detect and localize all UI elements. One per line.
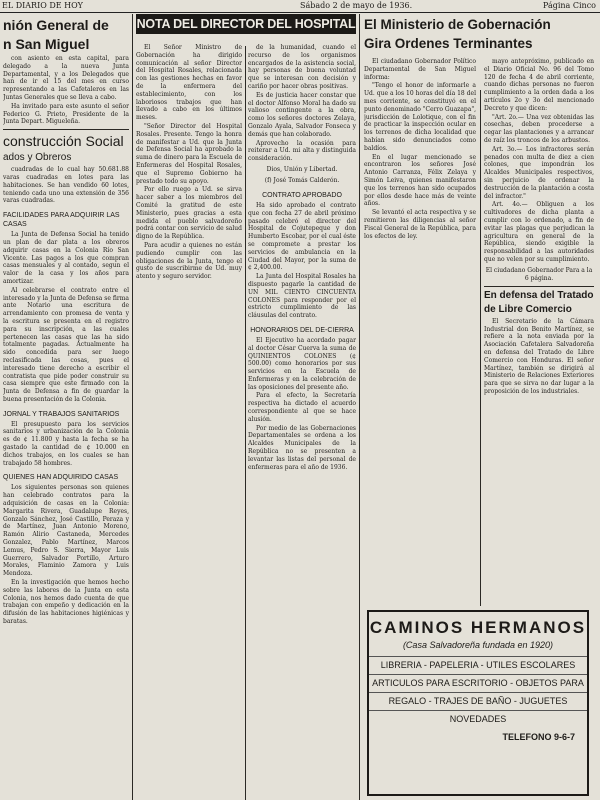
article-paragraph: El Ejecutivo ha acordado pagar al doctor César Cuerva la suma de QUINIENTOS COLONES (¢ 500.00) como honorarios por sus servicios en la Escuela de Enfermeras y en la celebración de las oposiciones del presente año.	[248, 336, 356, 391]
article-paragraph: El presupuesto para los servicios sanitarios y urbanización de la Colonia es de ¢ 11.800 y hasta la fecha se ha gastado la cantidad de ¢ 10.000 en dichos trabajos, en los cuales se han trabajado 58 hombres.	[3, 420, 129, 467]
column-center	[136, 14, 356, 800]
ad-subtitle: (Casa Salvadoreña fundada en 1920)	[402, 640, 554, 650]
center-subcolumn-right	[248, 44, 356, 472]
section-subhead: FACILIDADES PARA ADQUIRIR LAS CASAS	[3, 212, 120, 229]
article-paragraph: Art. 3o.— Los infractores serán penados con multa de diez a cien colones, que impondrán los Alcaldes Municipales respectivos, sin perjuicio de ordenar la destrucción de la plantación a costa del infractor."	[484, 145, 594, 200]
article-paragraph: Por medio de las Gobernaciones Departamentales se ordena a los Alcaldes Municipales de la República no se presenten a levantar las listas del personal de enfermeras para el año de 1936.	[248, 424, 356, 471]
article-paragraph: Art. 4o.— Obliguen a los cultivadores de dicha planta a cumplir con lo ordenado, a fin de evitar las plagas que perjudican la agricultura en general de la República, siendo exigible la responsabilidad a las autoridades que no velen por su cumplimiento.	[484, 201, 594, 263]
column-rule	[132, 14, 133, 800]
article-paragraph: Se levantó el acta respectiva y se remitieron las diligencias al señor Fiscal General de la República, para los efectos de ley.	[364, 209, 476, 240]
ad-line: NOVEDADES	[369, 710, 587, 728]
closing-formula: Dios, Unión y Libertad.	[266, 165, 338, 173]
article-paragraph: El Señor Ministro de Gobernación ha dirigido comunicación al señor Director del Hospital Rosales, relacionada con las gestiones hechas en favor de la enfermera del establecimiento, con los laboriosos trabajos que han llevado a cabo en los últimos meses.	[136, 44, 242, 122]
headline-nota-director: NOTA DEL DIRECTOR DEL HOSPITAL	[136, 14, 356, 34]
masthead-label: EL DIARIO DE HOY	[2, 1, 83, 10]
divider	[3, 129, 129, 130]
section-subhead: HONORARIOS DEL DE-CIERRA	[250, 326, 354, 334]
column-rule	[359, 14, 360, 800]
article-paragraph: En el lugar mencionado se encontraron los señores José Antonio Carranza, Félix Zelaya y Simón Leiva, quienes manifestaron que los terrenos han sido ocupados por ellos desde hace más de veinte años.	[364, 153, 476, 208]
headline-ministerio: El Ministerio de Gobernación	[364, 17, 551, 32]
signature: El ciudadano Gobernador Para a la 6 página.	[485, 266, 593, 282]
article-paragraph: La Junta del Hospital Rosales ha dispuesto pagarle la cantidad de UN MIL CIENTO CINCUENTA COLONES para responder por el estricto cumplimiento de las cláusulas del contrato.	[248, 273, 356, 320]
article-paragraph: Para acudir a quienes no están pudiendo cumplir con las obligaciones de la Junta, tengo el gusto de suscribirme de Ud. muy atento y seguro servidor.	[136, 241, 242, 281]
headline-san-miguel: n San Miguel	[3, 36, 90, 52]
ad-line: ARTICULOS PARA ESCRITORIO - OBJETOS PARA	[369, 674, 587, 692]
article-paragraph: El Secretario de la Cámara Industrial don Benito Martínez, se refiere a la nota enviada por la Asociación Cafetalera Salvadoreña en defensa del Tratado de Libre Comercio con Honduras. El señor Martínez, también se dirigirá al Ministerio de Relaciones Exteriores para que se sirva no dar lugar a la proposición de los industriales.	[484, 317, 594, 395]
article-paragraph: El ciudadano Gobernador Político Departamental de San Miguel informa:	[364, 58, 476, 81]
ad-title: CAMINOS HERMANOS	[369, 618, 587, 637]
headline-ordenes: Gira Ordenes Terminantes	[364, 36, 533, 51]
ad-telephone: TELEFONO 9-6-7	[502, 732, 575, 742]
signature: (f) José Tomás Calderón.	[264, 176, 340, 184]
ad-line: LIBRERIA - PAPELERIA - UTILES ESCOLARES	[369, 656, 587, 674]
issue-date: Sábado 2 de mayo de 1936.	[300, 1, 413, 10]
article-paragraph: Para el efecto, la Secretaría respectiva ha dictado el acuerdo correspondiente al que se hace alusión.	[248, 392, 356, 423]
article-paragraph: "Tengo el honor de informarle a Ud. que a los 10 horas del día 18 del mes corriente, se constituyó en el punto denominado "Cerro Guazapa", jurisdicción de Lolotique, con el fin de practicar la inspección ocular en los terrenos de dicha localidad que habían sido denunciados como baldíos.	[364, 82, 476, 152]
page-header	[0, 0, 600, 13]
headline-union-general: nión General de	[3, 17, 109, 33]
article-paragraph: Aprovecho la ocasión para reiterar a Ud. mi alta y distinguida consideración.	[248, 139, 356, 163]
article-paragraph: Ha invitado para este asunto el señor Federico G. Prieto, Presidente de la Junta Depart. Migueleña.	[3, 102, 129, 126]
headline-defensa-tratado: En defensa del Tratado	[484, 289, 594, 301]
headline-libre-comercio: de Libre Comercio	[484, 303, 572, 315]
article-paragraph: de la humanidad, cuando el recurso de los organismos encargados de la asistencia social, hay personas de buena voluntad que se interesan con decisión y cariño por hacer obras positivas.	[248, 44, 356, 90]
article-paragraph: Los siguientes personas son quienes han celebrado contratos para la adquisición de casas en la Colonia: Margarita Rivera, Guadalupe Reyes, Gonzalo Sánchez, José Castillo, Peraza y de Martínez, Juan Antonio Moreno, Ramón Alirio Castaneda, Mercedes Gonzalez, Pablo Martínez, Marcos Lemus, Pedro S. Sierra, Mayor Luis Guerrero, Salvador Portillo, Arturo Morales, Flaminio Zamora y Luis Mendoza.	[3, 484, 129, 578]
article-paragraph: Al celebrarse el contrato entre el interesado y la Junta de Defensa se firma ante Notario una escritura de arrendamiento con promesa de venta y la escritura se presenta en el registro para su inscripción, a las cuales pertenecen las casas que las ha sido totalmente pagadas. Actualmente ha sido concedida para ser luego reclasificada las cosas, pues el interesado tiene derecho a escribir el contratista que pide poder construir su casa siempre que este firmado con la Junta de Defensa a fin de guardar la buena presentación de la Colonia.	[3, 286, 129, 403]
advertisement-caminos-hermanos	[367, 610, 589, 796]
article-paragraph: Por ello ruego a Ud. se sirva hacer saber a los miembros del Comité la gratitud de este Ministerio, pues gracias a esta medida el pueblo salvadoreño podrá contar con servicio de salud digno de la República.	[136, 186, 242, 241]
article-paragraph: mayo antepróximo, publicado en el Diario Oficial No. 96 del Tomo 120 de fecha 4 de abril corriente, cuando dichas personas no fueron cumplimiento a la orden dada a los artículos 2o y 3o del mencionado Decreto y que dicen:	[484, 58, 594, 112]
section-subhead: JORNAL Y TRABAJOS SANITARIOS	[3, 410, 120, 418]
article-paragraph: La Junta de Defensa Social ha tenido un plan de dar plata a los obreros adquirir casas en la Colonia Río San Vicente. Las pagos a los que compran casas mensuales y al contado, segun el valor de la casa y los años para amortizar.	[3, 231, 129, 285]
article-paragraph: Ha sido aprobado el contrato que con fecha 27 de abril próximo pasado celebró el director del Hospital de Cojutepeque y don Humberto Escobar, por el cual éste se compromete a prestar los servicios de ambulancia en la Ciudad del Mayor, por la suma de ¢ 2,400.00.	[248, 201, 356, 272]
ad-line: REGALO - TRAJES DE BAÑO - JUGUETES	[369, 692, 587, 710]
column-left	[3, 14, 129, 800]
section-subhead: CONTRATO APROBADO	[262, 191, 342, 199]
right-subcolumn-left	[364, 58, 476, 241]
article-paragraph: con asiento en esta capital, para delegado a la nueva Junta Departamental, y a los Delegados que han de ir el 15 del mes en curso representando a las Cafetaleros en las Juntas Generales que se lleva a cabo.	[3, 55, 129, 101]
subheadline-obreros: ados y Obreros	[3, 152, 72, 164]
article-paragraph: cuadradas de lo cual hay 50.681.88 varas cuadradas en lotes para las habitaciones. Se han vendido 60 lotes, teniendo cada uno una extensión de 356 varas cuadradas.	[3, 166, 129, 205]
article-paragraph: "Señor Director del Hospital Rosales. Presente. Tengo la honra de manifestar a Ud. que la Junta de Defensa Social ha aprobado la suma de dinero para la Escuela de Enfermeras del Hospital Rosales, que el Supremo Gobierno ha prestado todo su apoyo.	[136, 122, 242, 185]
article-paragraph: Es de justicia hacer constar que el doctor Alfonso Moral ha dado su valioso contingente a la obra, como los señores doctores Zelaya, Gonzalo Ayala, Salvador Fonseca y demás que han colaborado.	[248, 91, 356, 138]
section-subhead: QUIENES HAN ADQUIRIDO CASAS	[3, 474, 119, 482]
article-paragraph: "Art. 2o.— Una vez obtenidas las cosechas, deben procederse a cegar las plantaciones y a arrancar de raíz los troncos de los arbustos.	[484, 113, 594, 144]
divider	[484, 286, 594, 287]
article-paragraph: En la investigación que hemos hecho sobre las labores de la Junta en esta Colonia, nos hemos dado cuenta de que trabajan con empeño y dedicación en la difusión de las habitaciones higiénicas y baratas.	[3, 579, 129, 626]
right-subcolumn-right	[484, 58, 594, 397]
page-number: Página Cinco	[542, 1, 596, 10]
headline-construccion-social: construcción Social	[3, 133, 124, 150]
center-subcolumn-left	[136, 44, 242, 282]
